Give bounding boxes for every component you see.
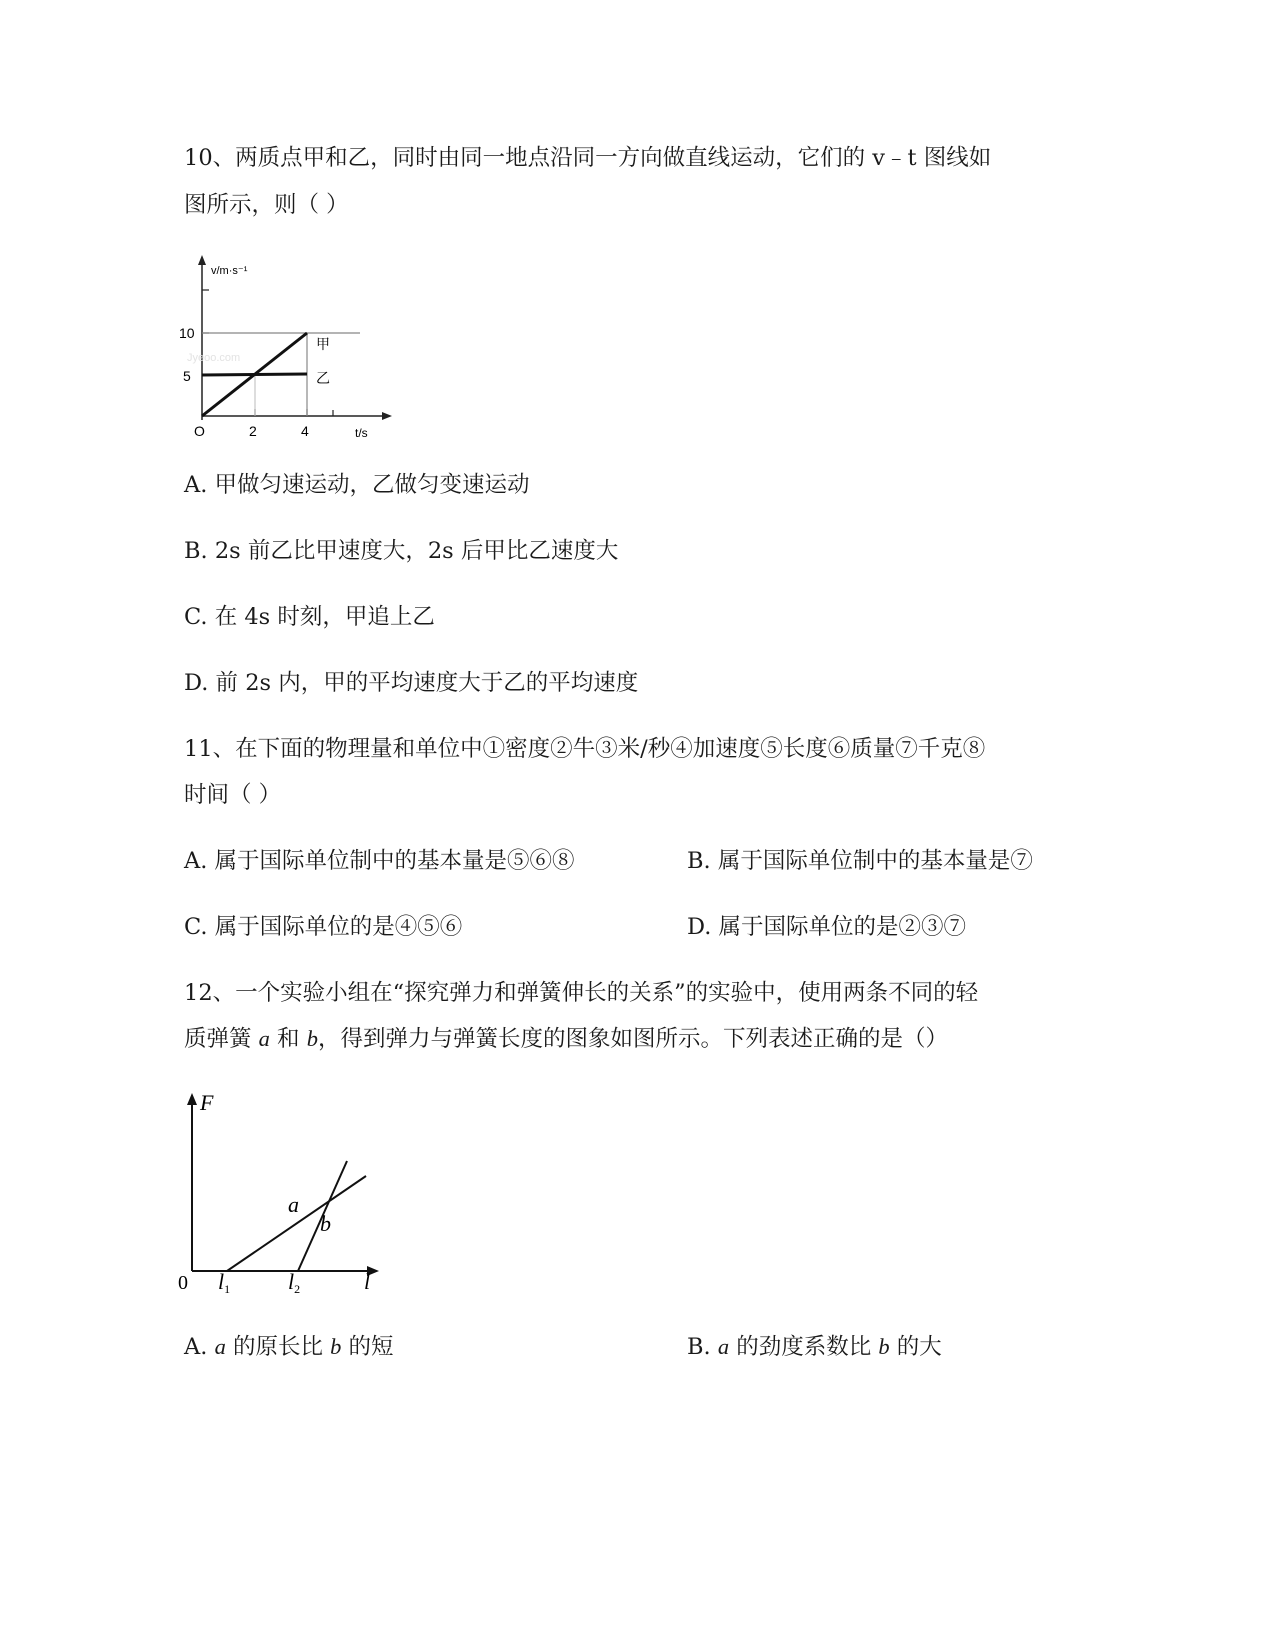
q10-label-jia: 甲	[316, 336, 330, 352]
q10-x-tick-2: 2	[249, 423, 257, 439]
q12-x-axis-label: l	[364, 1269, 371, 1294]
q12-line-b-label: b	[320, 1211, 331, 1236]
q12-l1-label: l1	[218, 1269, 231, 1296]
q11-option-c: C. 属于国际单位的是④⑤⑥	[184, 914, 463, 940]
q10-y-axis-label: v/m·s⁻¹	[211, 265, 248, 277]
q10-option-c: C. 在 4s 时刻，甲追上乙	[184, 604, 435, 630]
q11-stem-line2: 时间（ ）	[184, 782, 282, 808]
q10-option-d: D. 前 2s 内，甲的平均速度大于乙的平均速度	[184, 670, 639, 696]
q10-y-arrow	[198, 255, 206, 265]
q12-var-b: b	[306, 1026, 318, 1051]
q10-option-a: A. 甲做匀速运动，乙做匀变速运动	[184, 472, 530, 498]
q10-vt-graph	[179, 252, 405, 447]
q12-origin-label: 0	[178, 1272, 188, 1294]
q10-stem-line1: 10、两质点甲和乙，同时由同一地点沿同一方向做直线运动，它们的 v﹣t 图线如	[184, 145, 992, 171]
q12-y-arrow	[187, 1093, 197, 1105]
q10-x-arrow	[382, 412, 392, 420]
q12-line-a	[227, 1176, 366, 1271]
q10-x-tick-4: 4	[301, 423, 309, 439]
q12-var-a: a	[258, 1026, 270, 1051]
q10-line-yi	[202, 374, 307, 375]
q11-option-d: D. 属于国际单位的是②③⑦	[687, 914, 967, 940]
q12-stem-line1: 12、一个实验小组在“探究弹力和弹簧伸长的关系”的实验中，使用两条不同的轻	[184, 980, 979, 1006]
q12-option-b: B. a 的劲度系数比 b 的大	[687, 1334, 942, 1360]
q11-option-a: A. 属于国际单位制中的基本量是⑤⑥⑧	[184, 848, 575, 874]
q10-origin-label: O	[194, 423, 205, 439]
q12-y-axis-label: F	[200, 1090, 214, 1115]
q12-option-a: A. a 的原长比 b 的短	[184, 1334, 394, 1360]
q10-y-tick-10: 10	[179, 325, 195, 341]
q10-label-yi: 乙	[316, 370, 330, 386]
q11-option-b: B. 属于国际单位制中的基本量是⑦	[687, 848, 1033, 874]
q10-y-tick-5: 5	[183, 368, 191, 384]
q10-watermark: Jyeoo.com	[187, 352, 241, 364]
q10-x-axis-label: t/s	[355, 426, 368, 440]
q10-stem-line2: 图所示，则（ ）	[184, 192, 349, 218]
q11-stem-line1: 11、在下面的物理量和单位中①密度②牛③米/秒④加速度⑤长度⑥质量⑦千克⑧	[184, 736, 986, 762]
q10-option-b: B. 2s 前乙比甲速度大，2s 后甲比乙速度大	[184, 538, 619, 564]
q12-stem-line2: 质弹簧 a 和 b，得到弹力与弹簧长度的图象如图所示。下列表述正确的是（）	[184, 1026, 948, 1052]
q12-l2-label: l2	[288, 1269, 301, 1296]
q12-force-length-graph	[170, 1088, 400, 1308]
q12-line-a-label: a	[288, 1192, 299, 1217]
